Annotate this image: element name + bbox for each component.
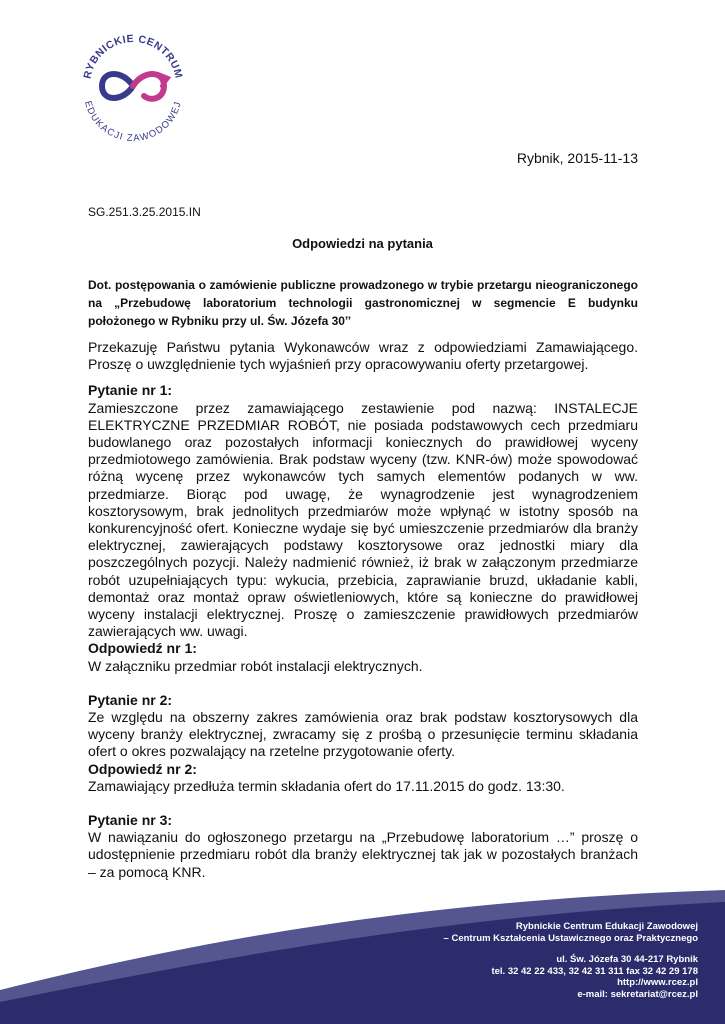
question-3-label: Pytanie nr 3: [88, 812, 173, 829]
footer-band [0, 880, 725, 1024]
question-2-text: Ze względu na obszerny zakres zamówienia oraz brak podstaw kosztorysowych dla wyceny branży elektrycznej, zwracamy się z prośbą o przesunięcie terminu składania ofert o okres pozwalający na rzetelne przygotowanie oferty. [88, 709, 638, 760]
footer-org-subtitle: – Centrum Kształcenia Ustawicznego oraz Praktycznego [443, 932, 698, 944]
logo-text-top: RYBNICKIE CENTRUM [81, 32, 185, 80]
logo-text-bottom: EDUKACJI ZAWODOWEJ [81, 99, 184, 145]
answer-1-label: Odpowiedź nr 1: [88, 640, 197, 657]
reference-number: SG.251.3.25.2015.IN [88, 205, 201, 219]
footer-address: ul. Św. Józefa 30 44-217 Rybnik [556, 954, 698, 965]
footer-organization [368, 921, 698, 944]
question-1-text: Zamieszczone przez zamawiającego zestawienie pod nazwą: INSTALECJE ELEKTRYCZNE PRZEDMIAR ROBÓT, nie posiada podstawowych cech przedmiaru budowlanego oraz pozostałych informacji koniecznych do prawidłowej wyceny przedmiotowego zamówienia. Brak podstaw wyceny (tzw. KNR-ów) może spowodować różną wycenę przez wykonawców tych samych elementów podanych w ww. przedmiarze. Biorąc pod uwagę, że wynagrodzenie jest wynagrodzeniem kosztorysowym, brak jednolitych przedmiarów może wpłynąć w istotny sposób na konkurencyjność ofert. Konieczne wydaje się być umieszczenie przedmiarów dla branży elektrycznej, zawierających podstawy kosztorysowe oraz jednostki miary dla poszczególnych pozycji. Należy nadmienić również, iż brak w załączonym przedmiarze robót uzupełniających typu: wykucia, przebicia, zaprawianie bruzd, układanie kabli, demontaż oraz montaż opraw oświetleniowych, które są konieczne do prawidłowej wyceny instalacji elektrycznej. Proszę o zamieszczenie prawidłowych przedmiarów zawierających ww. uwagi. [88, 399, 638, 640]
infinity-icon [102, 74, 168, 99]
intro-paragraph: Przekazuję Państwu pytania Wykonawców wraz z odpowiedziami Zamawiającego. Proszę o uwzględnienie tych wyjaśnień przy opracowywaniu oferty przetargowej. [88, 339, 638, 373]
footer-contact [368, 954, 698, 1000]
place-date: Rybnik, 2015-11-13 [516, 150, 638, 166]
document-body [88, 339, 638, 881]
answer-2-label: Odpowiedź nr 2: [88, 760, 197, 777]
question-2-label: Pytanie nr 2: [88, 691, 173, 708]
logo [68, 20, 198, 150]
answer-1-text: W załączniku przedmiar robót instalacji elektrycznych. [88, 657, 423, 674]
question-1-label: Pytanie nr 1: [88, 382, 173, 399]
footer-org-name: Rybnickie Centrum Edukacji Zawodowej [515, 921, 698, 932]
footer-email-link[interactable]: e-mail: sekretariat@rcez.pl [577, 988, 698, 1000]
footer-phones: tel. 32 42 22 433, 32 42 31 311 fax 32 42 29 178 [491, 965, 698, 977]
answer-2-text: Zamawiający przedłuża termin składania ofert do 17.11.2015 do godz. 13:30. [88, 777, 565, 794]
footer-website-link[interactable]: http://www.rcez.pl [617, 977, 698, 988]
question-3-text: W nawiązaniu do ogłoszonego przetargu na „Przebudowę laboratorium …” proszę o udostępnienie przedmiaru robót dla branży elektrycznej tak jak w pozostałych branżach – za pomocą KNR. [88, 829, 638, 880]
subject-line: Dot. postępowania o zamówienie publiczne prowadzonego w trybie przetargu nieograniczonego na „Przebudowę laboratorium technologii gastronomicznej w segmencie E budynku położonego w Rybniku przy ul. Św. Józefa 30’’ [88, 278, 638, 328]
page-title: Odpowiedzi na pytania [292, 236, 433, 251]
